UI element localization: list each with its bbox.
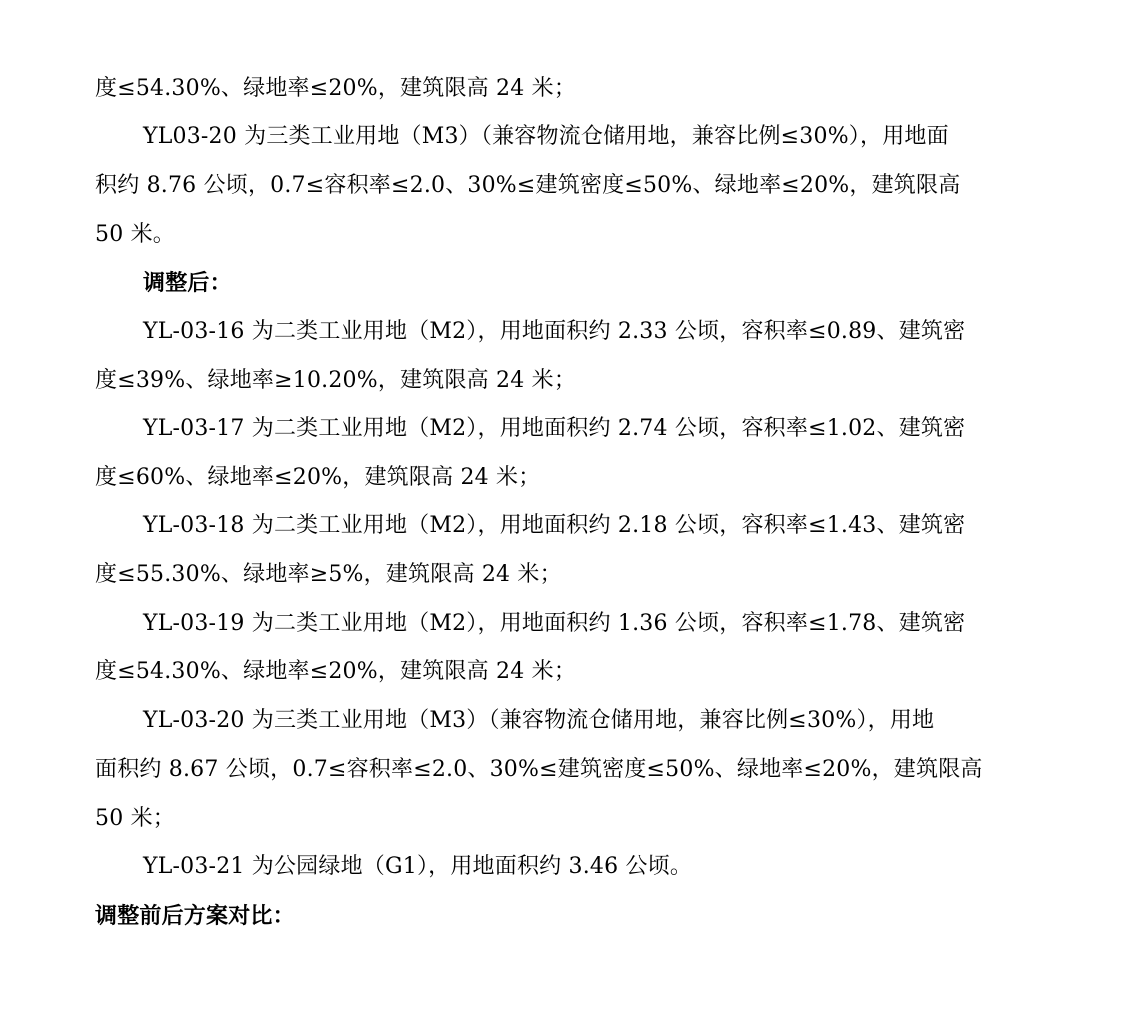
text-line: 度≤55.30%、绿地率≥5%，建筑限高 24 米； bbox=[95, 562, 562, 587]
text-line: YL-03-19 为二类工业用地（M2），用地面积约 1.36 公顷，容积率≤1.78、建筑密 bbox=[143, 611, 966, 636]
text-line: YL-03-17 为二类工业用地（M2），用地面积约 2.74 公顷，容积率≤1.02、建筑密 bbox=[143, 416, 966, 441]
text-line: 度≤39%、绿地率≥10.20%，建筑限高 24 米； bbox=[95, 368, 577, 393]
text-line: 面积约 8.67 公顷，0.7≤容积率≤2.0、30%≤建筑密度≤50%、绿地率≤20%，建筑限高 bbox=[95, 757, 983, 782]
text-line: YL03-20 为三类工业用地（M3）（兼容物流仓储用地，兼容比例≤30%），用地面 bbox=[143, 124, 949, 149]
text-line: YL-03-16 为二类工业用地（M2），用地面积约 2.33 公顷，容积率≤0.89、建筑密 bbox=[143, 319, 966, 344]
section-heading: 调整前后方案对比： bbox=[95, 903, 295, 929]
text-line: 积约 8.76 公顷，0.7≤容积率≤2.0、30%≤建筑密度≤50%、绿地率≤20%，建筑限高 bbox=[95, 173, 961, 198]
text-line: 度≤54.30%、绿地率≤20%，建筑限高 24 米； bbox=[95, 76, 577, 101]
text-line: 度≤54.30%、绿地率≤20%，建筑限高 24 米； bbox=[95, 659, 577, 684]
text-line: 50 米。 bbox=[95, 222, 175, 247]
text-line: 50 米； bbox=[95, 806, 175, 831]
text-line: 度≤60%、绿地率≤20%，建筑限高 24 米； bbox=[95, 465, 541, 490]
text-line: YL-03-21 为公园绿地（G1），用地面积约 3.46 公顷。 bbox=[143, 854, 693, 879]
text-line: YL-03-18 为二类工业用地（M2），用地面积约 2.18 公顷，容积率≤1.43、建筑密 bbox=[143, 513, 966, 538]
section-heading: 调整后： bbox=[143, 270, 232, 296]
text-line: YL-03-20 为三类工业用地（M3）（兼容物流仓储用地，兼容比例≤30%），用地 bbox=[143, 708, 935, 733]
